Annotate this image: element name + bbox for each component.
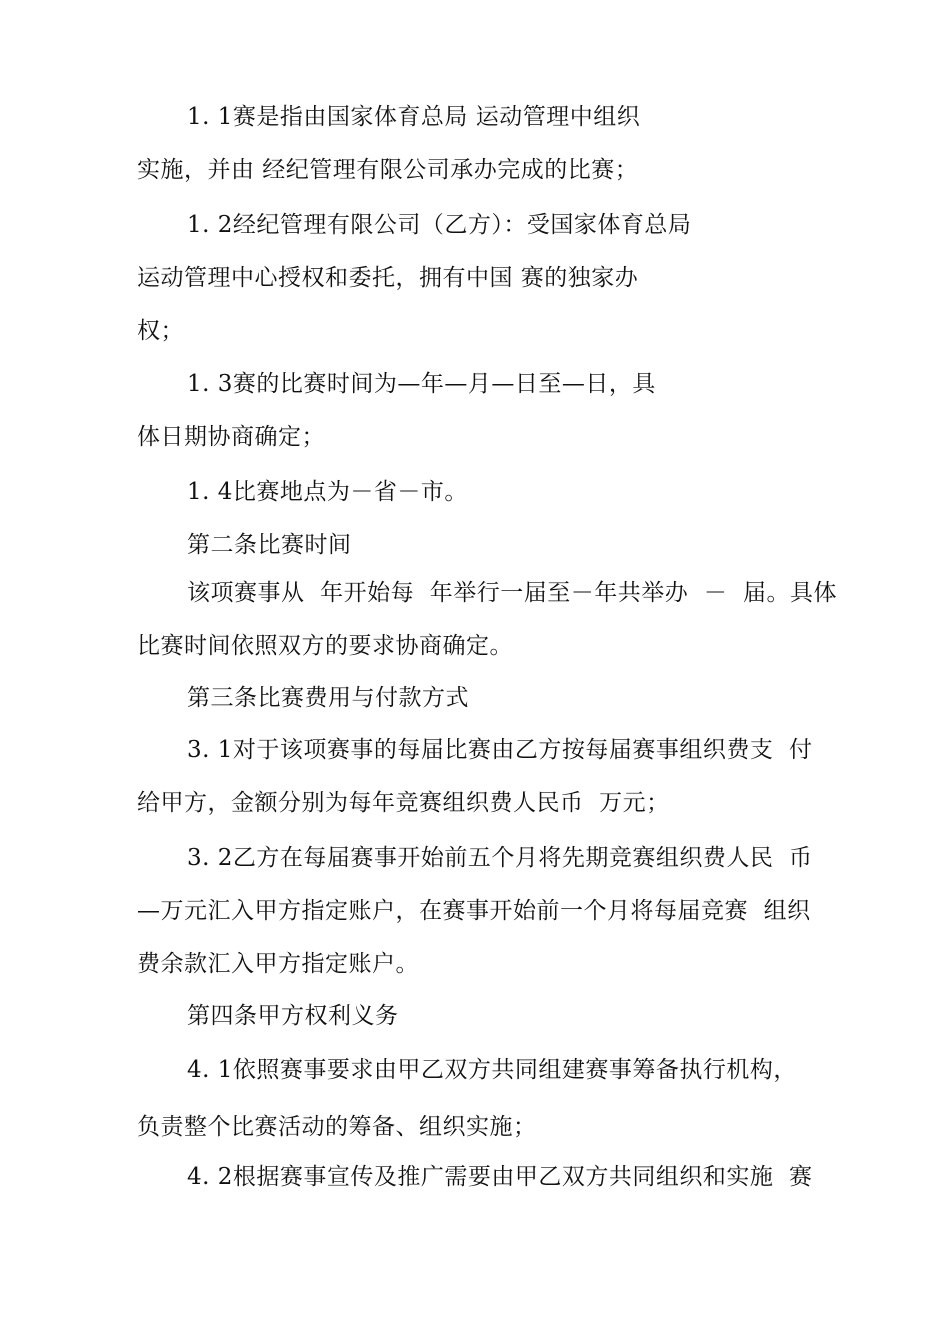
clause-1-4: 1. 4比赛地点为－省－市。 xyxy=(187,479,468,505)
article-2-heading: 第二条比赛时间 xyxy=(187,532,352,558)
article-4-heading: 第四条甲方权利义务 xyxy=(187,1003,399,1029)
clause-4-2-line-1: 4. 2根据赛事宣传及推广需要由甲乙双方共同组织和实施 赛 xyxy=(187,1164,813,1190)
clause-3-2-line-2: —万元汇入甲方指定账户，在赛事开始前一个月将每届竞赛 组织 xyxy=(137,898,811,924)
clause-1-2-line-2: 运动管理中心授权和委托，拥有中国 赛的独家办 xyxy=(137,265,639,291)
article-3-heading: 第三条比赛费用与付款方式 xyxy=(187,685,469,711)
clause-1-2-line-3: 权； xyxy=(137,318,184,344)
clause-4-1-line-1: 4. 1依照赛事要求由甲乙双方共同组建赛事筹备执行机构， xyxy=(187,1057,797,1083)
clause-3-2-line-3: 费余款汇入甲方指定账户。 xyxy=(137,951,419,977)
article-2-line-1: 该项赛事从 年开始每 年举行一届至－年共举办 － 届。具体 xyxy=(187,580,837,606)
clause-3-1-line-2: 给甲方，金额分别为每年竞赛组织费人民币 万元； xyxy=(137,790,670,816)
clause-1-1-line-2: 实施，并由 经纪管理有限公司承办完成的比赛； xyxy=(137,157,639,183)
clause-1-3-line-2: 体日期协商确定； xyxy=(137,424,325,450)
clause-3-2-line-1: 3. 2乙方在每届赛事开始前五个月将先期竞赛组织费人民 币 xyxy=(187,845,813,871)
clause-1-1-line-1: 1. 1赛是指由国家体育总局 运动管理中组织 xyxy=(187,104,641,130)
article-2-line-2: 比赛时间依照双方的要求协商确定。 xyxy=(137,633,513,659)
clause-4-1-line-2: 负责整个比赛活动的筹备、组织实施； xyxy=(137,1114,537,1140)
clause-3-1-line-1: 3. 1对于该项赛事的每届比赛由乙方按每届赛事组织费支 付 xyxy=(187,737,813,763)
clause-1-3-line-1: 1. 3赛的比赛时间为—年—月—日至—日，具 xyxy=(187,371,656,397)
clause-1-2-line-1: 1. 2经纪管理有限公司（乙方）：受国家体育总局 xyxy=(187,212,692,238)
